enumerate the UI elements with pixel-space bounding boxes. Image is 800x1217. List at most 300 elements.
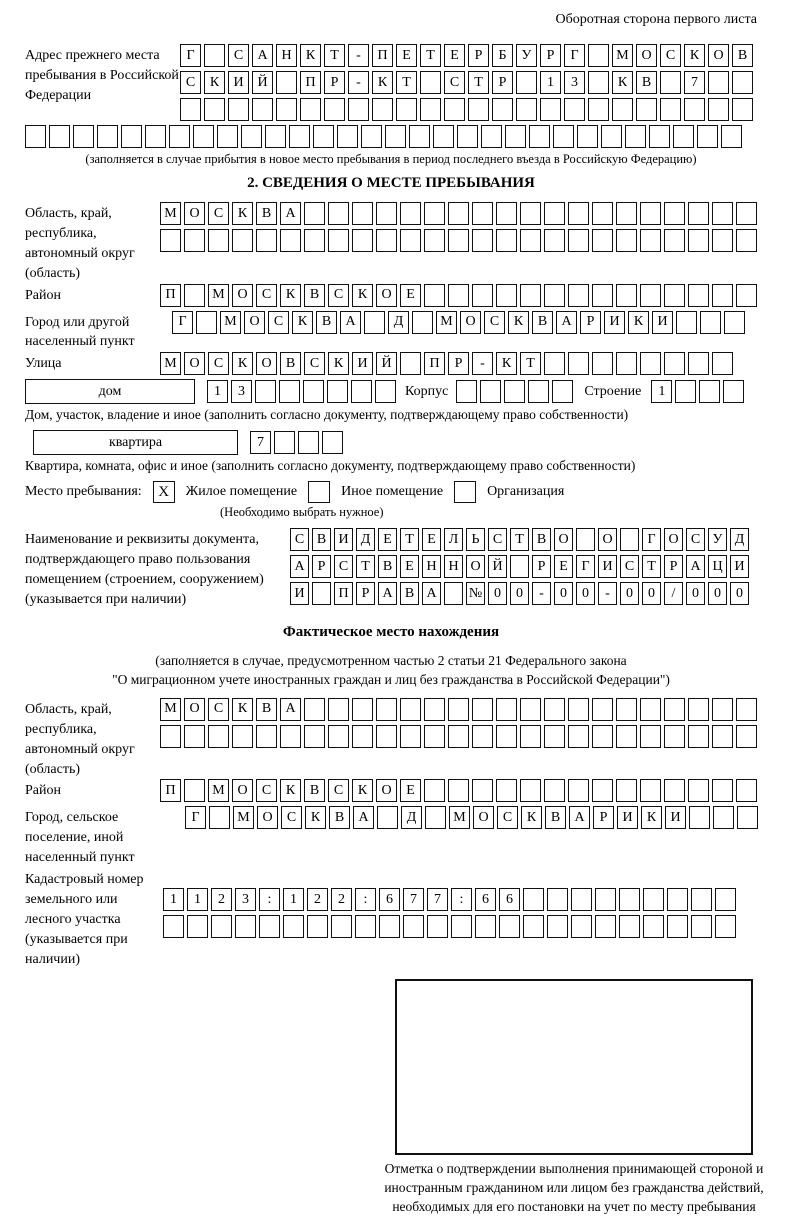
char-cell[interactable]: О [184,698,205,721]
char-cell[interactable] [568,352,589,375]
char-cell[interactable] [504,380,525,403]
char-cell[interactable]: В [280,352,301,375]
char-cell[interactable]: М [436,311,457,334]
char-cell[interactable] [496,698,517,721]
char-cell[interactable]: Н [444,555,463,578]
char-cell[interactable] [352,202,373,225]
char-cell[interactable]: 0 [620,582,639,605]
char-cell[interactable] [643,888,664,911]
char-cell[interactable] [351,380,372,403]
char-cell[interactable] [640,698,661,721]
char-cell[interactable] [184,229,205,252]
char-cell[interactable] [448,229,469,252]
char-cell[interactable]: С [208,698,229,721]
char-cell[interactable] [688,779,709,802]
char-cell[interactable] [184,725,205,748]
char-cell[interactable] [505,125,526,148]
char-cell[interactable] [352,698,373,721]
char-cell[interactable] [448,698,469,721]
char-cell[interactable]: : [259,888,280,911]
char-cell[interactable] [472,202,493,225]
char-cell[interactable] [433,125,454,148]
char-cell[interactable] [444,98,465,121]
char-cell[interactable]: 2 [331,888,352,911]
char-cell[interactable]: В [732,44,753,67]
char-cell[interactable]: Е [396,44,417,67]
char-cell[interactable]: К [352,284,373,307]
char-cell[interactable]: У [516,44,537,67]
char-cell[interactable] [700,311,721,334]
char-cell[interactable] [424,725,445,748]
char-cell[interactable] [472,229,493,252]
char-cell[interactable] [472,698,493,721]
char-cell[interactable]: В [329,806,350,829]
char-cell[interactable]: 1 [207,380,228,403]
char-cell[interactable] [577,125,598,148]
char-cell[interactable] [619,915,640,938]
char-cell[interactable]: О [256,352,277,375]
char-cell[interactable] [209,806,230,829]
char-cell[interactable]: Н [276,44,297,67]
char-cell[interactable]: Т [396,71,417,94]
char-cell[interactable] [691,915,712,938]
char-cell[interactable] [715,915,736,938]
char-cell[interactable] [241,125,262,148]
char-cell[interactable]: А [353,806,374,829]
char-cell[interactable]: / [664,582,683,605]
checkbox-other-premises[interactable] [308,481,330,503]
char-cell[interactable]: И [228,71,249,94]
char-cell[interactable]: 3 [231,380,252,403]
char-cell[interactable]: Т [356,555,375,578]
char-cell[interactable] [664,202,685,225]
char-cell[interactable] [448,779,469,802]
char-cell[interactable]: И [617,806,638,829]
char-cell[interactable]: О [598,528,617,551]
char-cell[interactable] [303,380,324,403]
char-cell[interactable] [160,725,181,748]
char-cell[interactable] [208,229,229,252]
char-cell[interactable]: В [316,311,337,334]
char-cell[interactable]: Е [400,555,419,578]
char-cell[interactable] [640,779,661,802]
char-cell[interactable] [184,779,205,802]
char-cell[interactable]: Р [324,71,345,94]
char-cell[interactable]: 1 [187,888,208,911]
char-cell[interactable]: Г [564,44,585,67]
char-cell[interactable] [274,431,295,454]
char-cell[interactable] [688,284,709,307]
char-cell[interactable] [540,98,561,121]
char-cell[interactable] [588,71,609,94]
char-cell[interactable]: А [280,202,301,225]
char-cell[interactable] [588,98,609,121]
char-cell[interactable]: Т [520,352,541,375]
char-cell[interactable]: О [554,528,573,551]
char-cell[interactable] [712,202,733,225]
char-cell[interactable]: И [604,311,625,334]
char-cell[interactable]: 3 [564,71,585,94]
char-cell[interactable] [400,725,421,748]
char-cell[interactable]: К [292,311,313,334]
char-cell[interactable] [328,229,349,252]
char-cell[interactable] [424,229,445,252]
char-cell[interactable] [328,698,349,721]
char-cell[interactable] [715,888,736,911]
char-cell[interactable]: В [545,806,566,829]
char-cell[interactable] [307,915,328,938]
char-cell[interactable]: - [598,582,617,605]
char-cell[interactable]: 7 [403,888,424,911]
char-cell[interactable]: С [497,806,518,829]
char-cell[interactable]: О [466,555,485,578]
char-cell[interactable]: В [532,311,553,334]
checkbox-residential[interactable]: X [153,481,175,503]
char-cell[interactable]: С [256,779,277,802]
char-cell[interactable]: С [268,311,289,334]
char-cell[interactable] [496,202,517,225]
char-cell[interactable] [420,98,441,121]
char-cell[interactable]: А [686,555,705,578]
char-cell[interactable] [568,698,589,721]
char-cell[interactable]: А [340,311,361,334]
char-cell[interactable] [592,779,613,802]
char-cell[interactable]: С [290,528,309,551]
char-cell[interactable]: 0 [554,582,573,605]
char-cell[interactable] [448,284,469,307]
char-cell[interactable] [49,125,70,148]
char-cell[interactable]: 0 [686,582,705,605]
char-cell[interactable]: Т [510,528,529,551]
char-cell[interactable]: И [730,555,749,578]
char-cell[interactable] [424,779,445,802]
char-cell[interactable] [688,229,709,252]
char-cell[interactable] [649,125,670,148]
char-cell[interactable] [300,98,321,121]
char-cell[interactable] [636,98,657,121]
char-cell[interactable] [427,915,448,938]
char-cell[interactable]: Й [376,352,397,375]
char-cell[interactable]: С [334,555,353,578]
char-cell[interactable] [684,98,705,121]
char-cell[interactable] [723,380,744,403]
char-cell[interactable] [625,125,646,148]
char-cell[interactable] [601,125,622,148]
char-cell[interactable] [322,431,343,454]
char-cell[interactable]: Г [576,555,595,578]
char-cell[interactable]: И [652,311,673,334]
char-cell[interactable] [571,915,592,938]
char-cell[interactable]: С [328,779,349,802]
char-cell[interactable]: 7 [684,71,705,94]
char-cell[interactable]: К [372,71,393,94]
char-cell[interactable] [499,915,520,938]
char-cell[interactable] [520,229,541,252]
char-cell[interactable] [595,915,616,938]
char-cell[interactable]: Р [468,44,489,67]
char-cell[interactable]: Й [252,71,273,94]
char-cell[interactable]: Н [422,555,441,578]
char-cell[interactable]: С [304,352,325,375]
char-cell[interactable] [588,44,609,67]
char-cell[interactable] [712,284,733,307]
char-cell[interactable] [409,125,430,148]
char-cell[interactable]: Д [388,311,409,334]
char-cell[interactable] [400,698,421,721]
char-cell[interactable]: А [252,44,273,67]
char-cell[interactable] [688,352,709,375]
char-cell[interactable]: Р [593,806,614,829]
char-cell[interactable]: С [488,528,507,551]
char-cell[interactable] [564,98,585,121]
char-cell[interactable] [547,915,568,938]
char-cell[interactable]: М [160,352,181,375]
char-cell[interactable] [664,352,685,375]
char-cell[interactable] [592,284,613,307]
char-cell[interactable] [553,125,574,148]
char-cell[interactable] [73,125,94,148]
char-cell[interactable]: К [328,352,349,375]
char-cell[interactable] [640,284,661,307]
char-cell[interactable] [736,202,757,225]
char-cell[interactable]: К [684,44,705,67]
char-cell[interactable] [664,229,685,252]
char-cell[interactable]: О [473,806,494,829]
char-cell[interactable] [361,125,382,148]
char-cell[interactable] [304,725,325,748]
char-cell[interactable]: А [422,582,441,605]
char-cell[interactable] [675,380,696,403]
char-cell[interactable] [208,725,229,748]
char-cell[interactable] [616,229,637,252]
char-cell[interactable] [256,725,277,748]
char-cell[interactable]: В [256,698,277,721]
char-cell[interactable] [664,284,685,307]
char-cell[interactable] [673,125,694,148]
char-cell[interactable] [352,229,373,252]
char-cell[interactable]: К [521,806,542,829]
char-cell[interactable]: - [532,582,551,605]
char-cell[interactable]: : [451,888,472,911]
char-cell[interactable]: О [244,311,265,334]
char-cell[interactable]: Е [444,44,465,67]
char-cell[interactable] [304,229,325,252]
char-cell[interactable] [619,888,640,911]
char-cell[interactable] [304,202,325,225]
char-cell[interactable] [616,698,637,721]
char-cell[interactable]: П [334,582,353,605]
char-cell[interactable]: И [352,352,373,375]
char-cell[interactable] [568,284,589,307]
char-cell[interactable] [481,125,502,148]
char-cell[interactable] [217,125,238,148]
char-cell[interactable] [420,71,441,94]
char-cell[interactable] [444,582,463,605]
char-cell[interactable]: Р [492,71,513,94]
char-cell[interactable] [736,779,757,802]
char-cell[interactable]: К [280,779,301,802]
char-cell[interactable] [276,98,297,121]
char-cell[interactable]: В [636,71,657,94]
char-cell[interactable] [737,806,758,829]
char-cell[interactable]: П [160,284,181,307]
char-cell[interactable]: М [449,806,470,829]
char-cell[interactable]: К [232,202,253,225]
char-cell[interactable] [424,202,445,225]
char-cell[interactable] [688,202,709,225]
char-cell[interactable] [640,352,661,375]
char-cell[interactable] [712,229,733,252]
char-cell[interactable] [448,725,469,748]
char-cell[interactable]: Б [492,44,513,67]
char-cell[interactable] [544,779,565,802]
char-cell[interactable] [496,779,517,802]
char-cell[interactable] [664,725,685,748]
char-cell[interactable]: К [300,44,321,67]
char-cell[interactable] [643,915,664,938]
char-cell[interactable]: А [378,582,397,605]
char-cell[interactable] [259,915,280,938]
char-cell[interactable]: Р [312,555,331,578]
char-cell[interactable]: Д [401,806,422,829]
char-cell[interactable]: С [660,44,681,67]
char-cell[interactable]: 6 [499,888,520,911]
char-cell[interactable] [121,125,142,148]
char-cell[interactable] [289,125,310,148]
char-cell[interactable] [712,352,733,375]
char-cell[interactable] [620,528,639,551]
char-cell[interactable] [724,311,745,334]
char-cell[interactable]: Й [488,555,507,578]
char-cell[interactable] [424,284,445,307]
char-cell[interactable] [592,202,613,225]
char-cell[interactable] [25,125,46,148]
char-cell[interactable]: В [256,202,277,225]
char-cell[interactable] [523,888,544,911]
char-cell[interactable]: В [312,528,331,551]
char-cell[interactable] [721,125,742,148]
char-cell[interactable]: М [160,202,181,225]
char-cell[interactable]: У [708,528,727,551]
char-cell[interactable]: М [220,311,241,334]
char-cell[interactable]: П [300,71,321,94]
char-cell[interactable]: К [508,311,529,334]
char-cell[interactable] [520,725,541,748]
char-cell[interactable] [516,71,537,94]
char-cell[interactable]: В [304,284,325,307]
char-cell[interactable] [568,725,589,748]
char-cell[interactable] [283,915,304,938]
char-cell[interactable]: И [334,528,353,551]
char-cell[interactable]: П [160,779,181,802]
char-cell[interactable]: М [233,806,254,829]
char-cell[interactable] [457,125,478,148]
char-cell[interactable] [496,284,517,307]
char-cell[interactable]: 2 [307,888,328,911]
char-cell[interactable] [544,725,565,748]
char-cell[interactable] [688,698,709,721]
char-cell[interactable] [232,725,253,748]
char-cell[interactable] [255,380,276,403]
char-cell[interactable]: 0 [510,582,529,605]
char-cell[interactable]: К [641,806,662,829]
char-cell[interactable]: 1 [651,380,672,403]
char-cell[interactable] [328,725,349,748]
char-cell[interactable]: 6 [379,888,400,911]
char-cell[interactable] [204,44,225,67]
char-cell[interactable] [403,915,424,938]
char-cell[interactable] [145,125,166,148]
char-cell[interactable] [616,352,637,375]
char-cell[interactable]: С [328,284,349,307]
char-cell[interactable] [327,380,348,403]
char-cell[interactable] [547,888,568,911]
char-cell[interactable] [298,431,319,454]
char-cell[interactable]: П [372,44,393,67]
char-cell[interactable] [425,806,446,829]
char-cell[interactable]: № [466,582,485,605]
char-cell[interactable] [736,284,757,307]
char-cell[interactable] [377,806,398,829]
char-cell[interactable]: О [664,528,683,551]
char-cell[interactable]: Т [400,528,419,551]
char-cell[interactable] [169,125,190,148]
char-cell[interactable] [688,725,709,748]
char-cell[interactable] [523,915,544,938]
char-cell[interactable] [713,806,734,829]
char-cell[interactable]: С [281,806,302,829]
char-cell[interactable]: А [556,311,577,334]
char-cell[interactable] [375,380,396,403]
char-cell[interactable]: И [665,806,686,829]
char-cell[interactable] [412,311,433,334]
char-cell[interactable] [475,915,496,938]
char-cell[interactable]: 0 [730,582,749,605]
char-cell[interactable] [616,202,637,225]
char-cell[interactable] [331,915,352,938]
char-cell[interactable]: Т [468,71,489,94]
char-cell[interactable] [456,380,477,403]
char-cell[interactable]: 1 [163,888,184,911]
char-cell[interactable] [736,698,757,721]
char-cell[interactable] [400,202,421,225]
char-cell[interactable] [204,98,225,121]
char-cell[interactable]: Г [185,806,206,829]
char-cell[interactable] [736,229,757,252]
char-cell[interactable]: К [232,698,253,721]
char-cell[interactable]: О [184,202,205,225]
char-cell[interactable] [544,698,565,721]
char-cell[interactable]: А [569,806,590,829]
char-cell[interactable] [736,725,757,748]
char-cell[interactable] [568,229,589,252]
char-cell[interactable] [376,202,397,225]
char-cell[interactable]: А [290,555,309,578]
char-cell[interactable] [313,125,334,148]
char-cell[interactable]: И [290,582,309,605]
char-cell[interactable] [571,888,592,911]
char-cell[interactable] [529,125,550,148]
char-cell[interactable] [279,380,300,403]
char-cell[interactable] [712,779,733,802]
char-cell[interactable]: С [208,352,229,375]
char-cell[interactable] [660,98,681,121]
char-cell[interactable]: Т [324,44,345,67]
char-cell[interactable]: К [232,352,253,375]
char-cell[interactable]: С [444,71,465,94]
char-cell[interactable]: И [598,555,617,578]
char-cell[interactable] [616,725,637,748]
